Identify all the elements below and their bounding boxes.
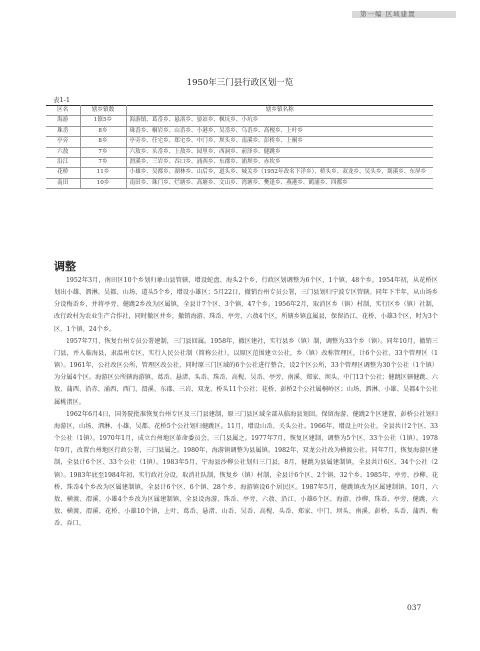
table-row (46, 126, 433, 136)
district-name: 珠岙 (46, 126, 80, 136)
district-name: 花桥 (46, 168, 80, 178)
column-header: 辖乡镇数 (80, 106, 126, 116)
body-paragraph: 1952年3月，南田区10个乡划归象山县管辖，增设蛇盘、海头2个乡，行政区划调整为6个区、1个镇、48个乡。1954年初，从花桥区划出小雄、泗淋、吴都、山场、道头5个乡，增设小雄区；5月22日，撤销台州专员公署，三门县划归宁波专区管辖。同年下半年，从山场乡分设梅岙乡，并将亭旁、健跳2乡改为区属镇，全县计7个区、3个镇、47个乡。1956年2月，取消区乡（镇）村制，实行区乡（镇）社制，改行政村为农业生产合作社，同时撤区并乡，撤销海游、珠岙、亭旁、六敖4个区，所辖乡镇直属县，保留沿江、花桥、小雄3个区，时为3个区、1个镇、24个乡。 (54, 277, 438, 333)
table-header-row (46, 106, 433, 116)
township-names: 珠岙乡、桐岩乡、山岙乡、小港乡、吴岙乡、乌岙乡、高枧乡、上叶乡 (126, 126, 433, 136)
district-name: 南田 (46, 178, 80, 188)
table-row (46, 116, 433, 126)
district-name: 沿江 (46, 158, 80, 168)
township-names: 亭旁乡、任宅乡、郑宅乡、中门乡、坝头乡、南溪乡、彭桥乡、上桐乡 (126, 137, 433, 147)
township-names: 南田乡、珠门乡、烂塘乡、高塘乡、文山乡、湾塘乡、樊逢乡、燕港乡、鹤浦乡、四都乡 (126, 178, 433, 188)
table-row (46, 178, 433, 188)
district-name: 亭旁 (46, 137, 80, 147)
township-count: 8乡 (80, 137, 126, 147)
table-label: 表1-1 (53, 96, 70, 104)
township-names: 小雄乡、吴都乡、湖林乡、山后乡、道头乡、城关乡（1952年改名下洋乡）、桥头乡、双龙乡、吴头乡、剡溪乡、东屏乡 (126, 168, 433, 178)
township-count: 11乡 (80, 168, 126, 178)
township-count: 7乡 (80, 158, 126, 168)
body-text (54, 275, 438, 530)
table-title: 1950年三门县行政区划一览 (186, 78, 294, 88)
table-row (46, 137, 433, 147)
district-name: 六敖 (46, 147, 80, 157)
page-number: 037 (407, 603, 422, 612)
township-names: 海游镇、葛岙乡、悬渚乡、晏站乡、枫坑乡、小坑乡 (126, 116, 433, 126)
running-head-text: 第一编 区域建置 (360, 10, 416, 18)
township-count: 1镇5乡 (80, 116, 126, 126)
township-count: 8乡 (80, 126, 126, 136)
admin-division-table (46, 105, 433, 189)
township-count: 10乡 (80, 178, 126, 188)
district-name: 海游 (46, 116, 80, 126)
township-count: 7乡 (80, 147, 126, 157)
table-row (46, 147, 433, 157)
township-names: 六敖乡、头岙乡、上敖乡、园里乡、西洞乡、前泽乡、健跳乡 (126, 147, 433, 157)
township-names: 渭溪乡、三岩乡、吞口乡、涌西乡、东郡乡、浦坝乡、赤坎乡 (126, 158, 433, 168)
table-row (46, 168, 433, 178)
running-header (0, 0, 480, 30)
column-header: 区名 (46, 106, 80, 116)
body-paragraph: 1962年6月4日，国务院批准恢复台州专区及三门县建制，原三门县区域全部从临海县划回。保留海游、健跳2个区建置，彭桥公社划归海游区，山场、泗淋、小雄、吴都、花桥5个公社划归健跳区。11月，增设山岙、关头公社。1966年，增设上叶公社，全县共计2个区、33个公社（1镇）。1970年1月，成立台州地区革命委员会，三门县属之。1977年7月，恢复区建制，调整为5个区、33个公社（1镇）。1978年9月，改置台州地区行政公署，三门县属之。1980年，海游镇调整为县属镇。1982年，双龙公社改为横渡公社。同年7月，恢复海游区建制，全县计6个区、33个公社（1镇）。1983年5月，宁海县沙柳公社划归三门县，8月，健跳为县属建制镇，全县共计6区、34个公社（2镇）。1983年底至1984年初，实行政社分设，取消社队制，恢复乡（镇）村制，全县计6个区、2个镇、32个乡。1985年，亭旁、沙柳、花桥、珠岙4个乡改为区属建制镇，全县计6个区、6个镇、28个乡、海游镇设6个居民区。1987年5月，健跳镇改为区属建制镇。10月，六敖、横渡、渭溪、小雄4个乡改为区属建制镇，全县设海游、珠岙、亭旁、六敖、沿江、小雄6个区，海游、沙柳、珠岙、亭旁、健跳、六敖、横渡、渭溪、花桥、小雄10个镇，上叶、葛岙、悬渚、山岙、吴岙、高枧、头岙、郑家、中门、坝头、南溪、彭桥、头岙、蒲西、梅岙、吞口、 (54, 410, 438, 528)
section-heading: 调整 (54, 260, 76, 273)
body-paragraph: 1957年7月，恢复台州专员公署建制，三门县回属。1958年，撤区建社，实行县乡（镇）制，调整为33个乡（镇）。同年10月，撤销三门县，并入临海县，隶温州专区，实行人民公社制（简称公社），以原区范围建立公社，乡（镇）改称管理区，计6个公社、33个管理区（1镇）。1961年，公社改区公所，管理区改公社，同时原三门区域的6个公社进行整合，设2个区公所，33个管理区调整为30个公社（1个镇）为分属4个区。海游区公所辖海游镇、葛岙、悬渚、头岙、珠岙、高枧、吴岙、亭旁、南溪、郑家、坝头、中门13个公社；健跳区辖健跳、六敖、蒲西、沿赤、涌西、西门、渭溪、东郡、三岩、双龙、桥头11个公社；花桥、彭桥2个公社属桐岭区；山场、泗淋、小雄、吴都4个公社属桃渚区。 (54, 337, 438, 406)
column-header: 辖乡镇名称 (126, 106, 433, 116)
table-row (46, 158, 433, 168)
